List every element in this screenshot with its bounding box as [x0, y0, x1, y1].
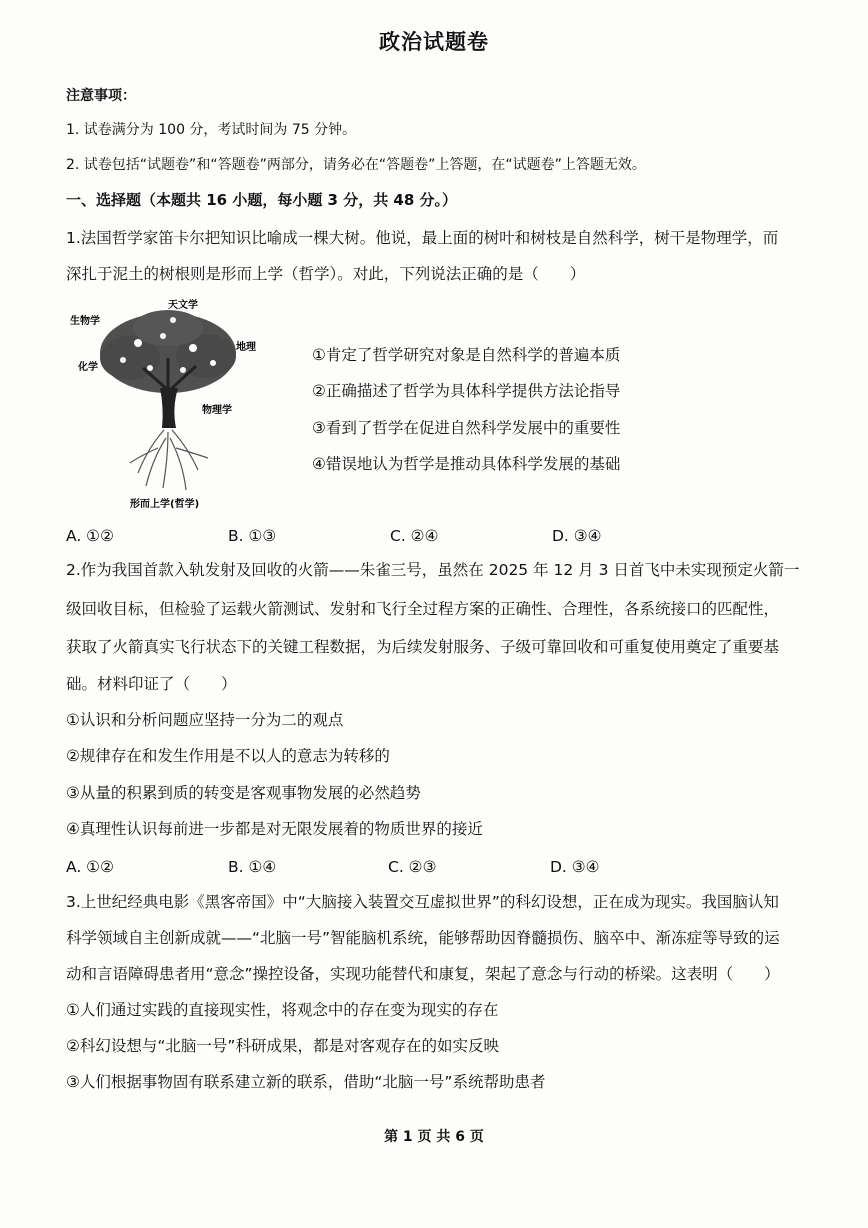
q3-stem-line-3: 动和言语障碍患者用“意念”操控设备，实现功能替代和康复，架起了意念与行动的桥梁。这表明（ ）	[66, 965, 780, 983]
q2-stem-line-3: 获取了火箭真实飞行状态下的关键工程数据，为后续发射服务、子级可靠回收和可重复使用奠定了重要基	[66, 638, 780, 656]
notice-item-1: 1. 试卷满分为 100 分，考试时间为 75 分钟。	[66, 122, 357, 138]
q2-item-4: ④真理性认识每前进一步都是对无限发展着的物质世界的接近	[66, 820, 483, 838]
q1-item-4: ④错误地认为哲学是推动具体科学发展的基础	[312, 455, 621, 473]
q1-option-d: D. ③④	[552, 527, 602, 545]
q2-option-d: D. ③④	[550, 858, 600, 876]
page-title: 政治试题卷	[379, 30, 489, 54]
q2-stem-line-4: 础。材料印证了（ ）	[66, 675, 237, 693]
q2-item-1: ①认识和分析问题应坚持一分为二的观点	[66, 711, 344, 729]
q1-item-2: ②正确描述了哲学为具体科学提供方法论指导	[312, 382, 621, 400]
q1-option-a: A. ①②	[66, 527, 114, 545]
figure-label-biology: 生物学	[70, 316, 100, 327]
figure-label-geography: 地理	[236, 342, 256, 353]
figure-label-metaphysics: 形而上学(哲学)	[130, 499, 200, 510]
q3-stem-line-1: 3.上世纪经典电影《黑客帝国》中“大脑接入装置交互虚拟世界”的科幻设想，正在成为现实。我国脑认知	[66, 893, 779, 911]
page-number: 第 1 页 共 6 页	[384, 1129, 484, 1145]
q1-stem-line-2: 深扎于泥土的树根则是形而上学（哲学）。对此，下列说法正确的是（ ）	[66, 265, 586, 283]
q1-stem-line-1: 1.法国哲学家笛卡尔把知识比喻成一棵大树。他说，最上面的树叶和树枝是自然科学，树干是物理学，而	[66, 229, 779, 247]
q1-option-c: C. ②④	[390, 527, 439, 545]
notice-item-2: 2. 试卷包括“试题卷”和“答题卷”两部分，请务必在“答题卷”上答题，在“试题卷”上答题无效。	[66, 157, 646, 173]
q2-option-b: B. ①④	[228, 858, 277, 876]
q2-option-c: C. ②③	[388, 858, 437, 876]
q2-item-3: ③从量的积累到质的转变是客观事物发展的必然趋势	[66, 784, 421, 802]
q3-item-3: ③人们根据事物固有联系建立新的联系，借助“北脑一号”系统帮助患者	[66, 1073, 546, 1091]
figure-label-physics: 物理学	[202, 405, 232, 416]
section-heading: 一、选择题（本题共 16 小题，每小题 3 分，共 48 分。）	[66, 191, 458, 209]
notice-heading: 注意事项：	[66, 88, 136, 104]
q1-item-3: ③看到了哲学在促进自然科学发展中的重要性	[312, 419, 621, 437]
q1-option-b: B. ①③	[228, 527, 277, 545]
q3-item-1: ①人们通过实践的直接现实性，将观念中的存在变为现实的存在	[66, 1001, 499, 1019]
q2-item-2: ②规律存在和发生作用是不以人的意志为转移的	[66, 747, 390, 765]
q3-item-2: ②科幻设想与“北脑一号”科研成果，都是对客观存在的如实反映	[66, 1037, 499, 1055]
q1-item-1: ①肯定了哲学研究对象是自然科学的普遍本质	[312, 346, 621, 364]
q2-option-a: A. ①②	[66, 858, 114, 876]
figure-label-chemistry: 化学	[78, 362, 98, 373]
knowledge-tree-figure	[68, 298, 268, 513]
q3-stem-line-2: 科学领域自主创新成就——“北脑一号”智能脑机系统，能够帮助因脊髓损伤、脑卒中、渐冻症等导致的运	[66, 929, 780, 947]
figure-label-astronomy: 天文学	[168, 300, 198, 311]
q2-stem-line-2: 级回收目标，但检验了运载火箭测试、发射和飞行全过程方案的正确性、合理性，各系统接口的匹配性，	[66, 600, 780, 618]
q2-stem-line-1: 2.作为我国首款入轨发射及回收的火箭——朱雀三号，虽然在 2025 年 12 月 3 日首飞中未实现预定火箭一	[66, 561, 800, 579]
